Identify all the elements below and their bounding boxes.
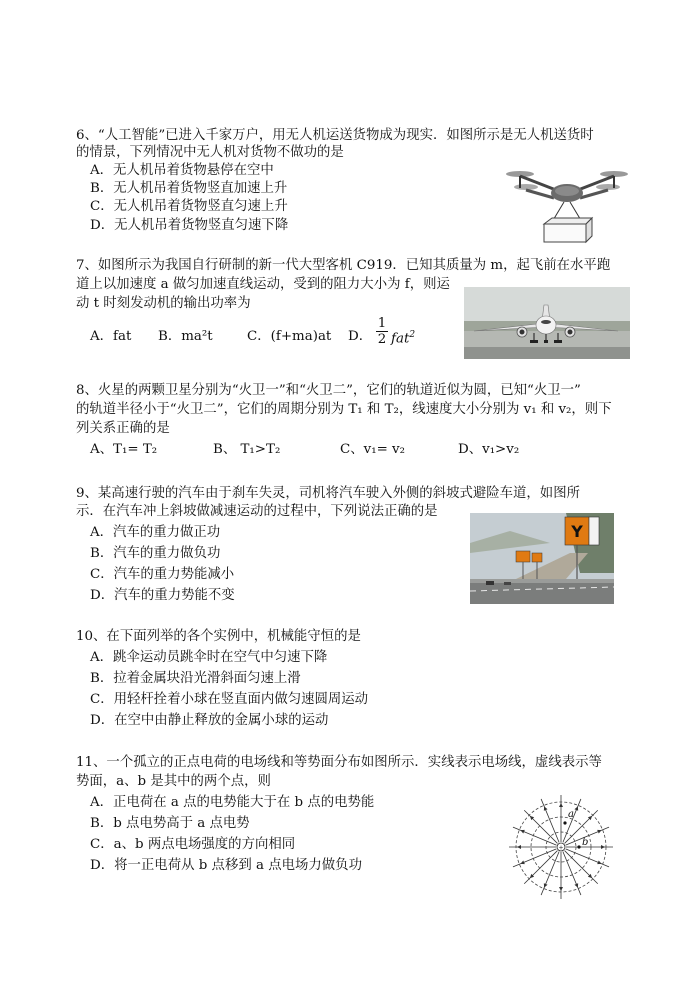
plus-sign-icon: + [558,844,564,852]
q8-stem-line-2: 的轨道半径小于“火卫二”，它们的周期分别为 T₁ 和 T₂，线速度大小分别为 v₁ 和 v₂，则下 [76,402,612,417]
q10-option-c: C．用轻杆拴着小球在竖直面内做匀速圆周运动 [90,692,369,707]
q7-option-c: C．(f+ma)at [247,329,332,344]
q9-option-d: D．汽车的重力势能不变 [90,588,235,603]
q8-option-d: D、v₁>v₂ [458,442,520,457]
label-a: a [568,809,574,820]
fraction-tail: fat [391,331,410,347]
q8-option-a: A、T₁= T₂ [90,442,158,457]
q8-stem-line-1: 8、火星的两颗卫星分别为“火卫一”和“火卫二”，它们的轨道近似为圆，已知“火卫一” [76,383,581,398]
q11-stem-line-2: 势面，a、b 是其中的两个点，则 [76,774,271,789]
q7-stem-line-2: 道上以加速度 a 做匀加速直线运动，受到的阻力大小为 f，则运 [76,277,450,292]
q6-stem-line-1: 6、“人工智能”已进入千家万户，用无人机运送货物成为现实．如图所示是无人机送货时 [76,128,594,143]
q9-option-c: C．汽车的重力势能减小 [90,567,235,582]
q11-option-c: C．a、b 两点电场强度的方向相同 [90,837,296,852]
drone-image [506,160,628,244]
q6-option-a: A．无人机吊着货物悬停在空中 [90,163,274,178]
q7-option-a: A．fat [90,329,132,344]
q9-stem-line-1: 9、某高速行驶的汽车由于刹车失灵，司机将汽车驶入外侧的斜坡式避险车道，如图所 [76,486,580,501]
q11-option-d: D．将一正电荷从 b 点移到 a 点电场力做负功 [90,858,362,873]
fraction-numerator: 1 [377,316,387,331]
q6-option-b: B．无人机吊着货物竖直加速上升 [90,181,288,196]
sign-text: Y [571,522,583,541]
field-line-arrow-icon [559,887,563,891]
point-b [577,845,580,848]
electric-field-diagram [506,792,616,902]
q8-option-c: C、v₁= v₂ [340,442,405,457]
point-a [563,821,566,824]
q9-option-a: A．汽车的重力做正功 [90,525,221,540]
q9-option-b: B．汽车的重力做负功 [90,546,221,561]
label-b: b [582,837,589,848]
q7-option-b: B．ma²t [158,329,213,344]
q7-stem-line-3: 动 t 时刻发动机的输出功率为 [76,296,251,311]
q11-option-a: A．正电荷在 a 点的电势能大于在 b 点的电势能 [90,795,375,810]
fraction-sup: 2 [409,330,416,340]
escape-ramp-image [470,513,614,604]
q11-option-b: B．b 点电势高于 a 点电势 [90,816,250,831]
q6-option-d: D．无人机吊着货物竖直匀速下降 [90,218,289,233]
q10-stem: 10、在下面列举的各个实例中，机械能守恒的是 [76,629,361,644]
fraction-denominator: 2 [377,332,387,347]
q7-stem-line-1: 7、如图所示为我国自行研制的新一代大型客机 C919．已知其质量为 m，起飞前在水平跑 [76,258,611,273]
q8-stem-line-3: 列关系正确的是 [76,421,170,436]
field-line-arrow-icon [517,845,521,849]
q10-option-b: B．拉着金属块沿光滑斜面匀速上滑 [90,671,301,686]
field-line-arrow-icon [601,845,605,849]
q11-stem-line-1: 11、一个孤立的正点电荷的电场线和等势面分布如图所示．实线表示电场线，虚线表示等 [76,755,602,770]
q6-stem-line-2: 的情景，下列情况中无人机对货物不做功的是 [76,145,344,160]
q9-stem-line-2: 示．在汽车冲上斜坡做减速运动的过程中，下列说法正确的是 [76,504,438,519]
q7-option-d-fraction [375,316,389,347]
q6-option-c: C．无人机吊着货物竖直匀速上升 [90,199,288,214]
q10-option-a: A．跳伞运动员跳伞时在空气中匀速下降 [90,650,328,665]
field-line-arrow-icon [559,803,563,807]
c919-airplane-image [464,287,630,359]
q7-option-d-expression [391,326,415,348]
q8-option-b: B、 T₁>T₂ [213,442,281,457]
q10-option-d: D．在空中由静止释放的金属小球的运动 [90,713,329,728]
q7-option-d: D． [348,329,373,344]
